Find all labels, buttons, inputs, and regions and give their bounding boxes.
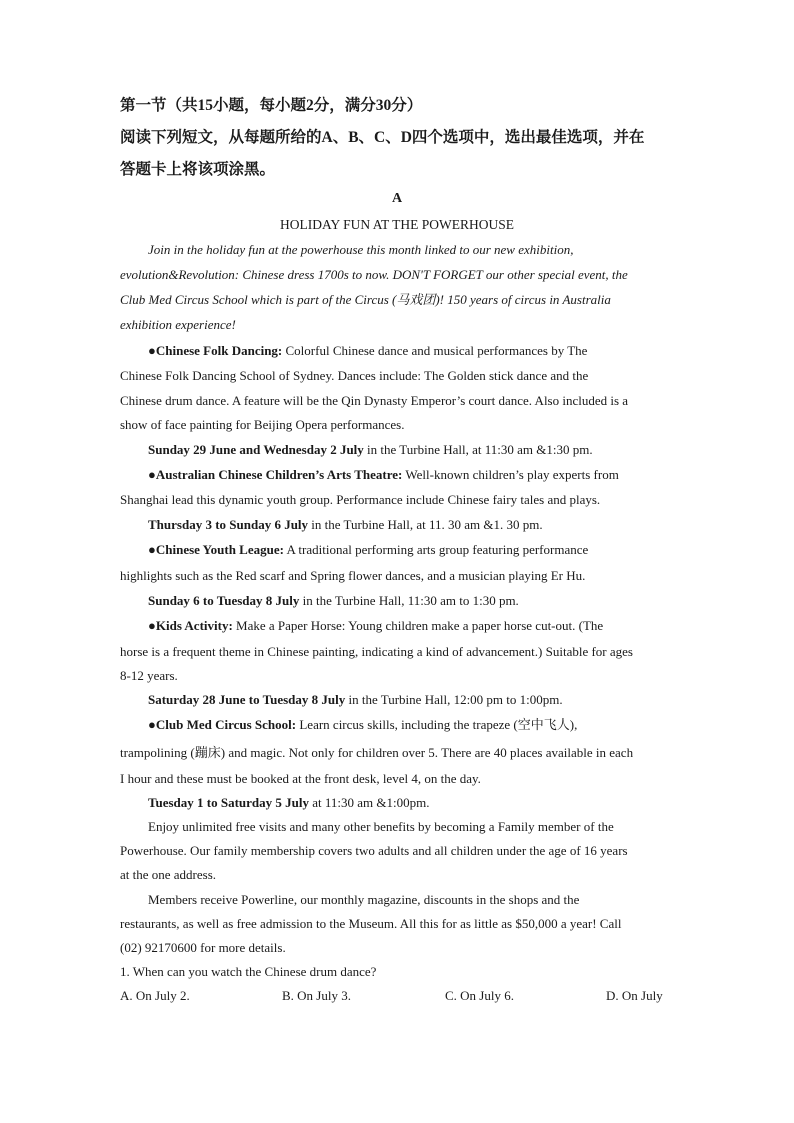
membership-line: Enjoy unlimited free visits and many other benefits by becoming a Family member of the [148, 819, 614, 834]
event-when: Thursday 3 to Sunday 6 July [148, 517, 309, 532]
event-when: Tuesday 1 to Saturday 5 July [148, 795, 309, 810]
event-desc: Make a Paper Horse: Young children make a paper horse cut-out. (The [232, 618, 604, 633]
event-schedule [148, 692, 563, 708]
intro-line: evolution&Revolution: Chinese dress 1700s to now. DON'T FORGET our other special event, the [120, 267, 628, 282]
event-desc: Colorful Chinese dance and musical performances by The [282, 343, 588, 358]
event-desc: Well-known children’s play experts from [402, 467, 619, 482]
question-text: 1. When can you watch the Chinese drum dance? [120, 964, 377, 979]
event-desc: 8-12 years. [120, 668, 178, 683]
event-desc: Shanghai lead this dynamic youth group. Performance include Chinese fairy tales and plays. [120, 492, 601, 507]
intro-line: exhibition experience! [120, 317, 236, 332]
members-line: restaurants, as well as free admission to the Museum. All this for as little as $50,000 a year! Call [120, 916, 622, 931]
event-where: at 11:30 am &1:00pm. [308, 795, 430, 810]
option-a[interactable]: A. On July 2. [120, 988, 190, 1003]
event-schedule [148, 593, 519, 609]
membership-line: Powerhouse. Our family membership covers two adults and all children under the age of 16 years [120, 843, 628, 858]
event-desc: Learn circus skills, including the trapeze (空中飞人), [296, 717, 578, 732]
event-when: Sunday 6 to Tuesday 8 July [148, 593, 300, 608]
event-when: Saturday 28 June to Tuesday 8 July [148, 692, 346, 707]
passage-letter: A [391, 191, 403, 206]
event-kids-activity [148, 618, 603, 634]
event-when: Sunday 29 June and Wednesday 2 July [148, 442, 364, 457]
event-name: Kids Activity: [155, 618, 233, 633]
event-desc: trampolining (蹦床) and magic. Not only for children over 5. There are 40 places available in each [120, 745, 634, 760]
option-d[interactable]: D. On July [606, 988, 663, 1003]
bullet: ● [148, 717, 156, 732]
event-desc: A traditional performing arts group featuring performance [283, 542, 589, 557]
event-schedule [148, 795, 429, 811]
event-where: in the Turbine Hall, 12:00 pm to 1:00pm. [345, 692, 563, 707]
intro-line: Club Med Circus School which is part of the Circus (马戏团)! 150 years of circus in Australia [120, 292, 611, 307]
event-club-med-circus-school [148, 717, 577, 733]
event-desc: Chinese Folk Dancing School of Sydney. Dances include: The Golden stick dance and the [120, 368, 589, 383]
event-chinese-folk-dancing [148, 343, 587, 359]
option-b[interactable]: B. On July 3. [282, 988, 351, 1003]
bullet: ● [148, 343, 156, 358]
membership-line: at the one address. [120, 867, 217, 882]
event-name: Australian Chinese Children’s Arts Theatre: [155, 467, 403, 482]
members-line: Members receive Powerline, our monthly magazine, discounts in the shops and the [148, 892, 580, 907]
event-where: in the Turbine Hall, at 11:30 am &1:30 pm. [363, 442, 593, 457]
event-desc: I hour and these must be booked at the front desk, level 4, on the day. [120, 771, 481, 786]
event-where: in the Turbine Hall, at 11. 30 am &1. 30 pm. [308, 517, 543, 532]
section-heading: 第一节（共15小题，每小题2分，满分30分） [120, 97, 423, 114]
event-desc: highlights such as the Red scarf and Spring flower dances, and a musician playing Er Hu. [120, 568, 586, 583]
event-desc: show of face painting for Beijing Opera performances. [120, 417, 405, 432]
event-schedule [148, 442, 593, 458]
event-name: Chinese Youth League: [155, 542, 284, 557]
option-c[interactable]: C. On July 6. [445, 988, 514, 1003]
instruction-line: 阅读下列短文，从每题所给的A、B、C、D四个选项中，选出最佳选项，并在 [120, 129, 645, 146]
members-line: (02) 92170600 for more details. [120, 940, 286, 955]
event-chinese-youth-league [148, 542, 588, 558]
instruction-line: 答题卡上将该项涂黑。 [120, 161, 276, 178]
event-desc: Chinese drum dance. A feature will be the Qin Dynasty Emperor’s court dance. Also included is a [120, 393, 629, 408]
intro-line: Join in the holiday fun at the powerhouse this month linked to our new exhibition, [148, 242, 574, 257]
event-name: Chinese Folk Dancing: [155, 343, 283, 358]
passage-title: HOLIDAY FUN AT THE POWERHOUSE [279, 217, 514, 232]
event-name: Club Med Circus School: [155, 717, 297, 732]
bullet: ● [148, 467, 156, 482]
bullet: ● [148, 542, 156, 557]
event-where: in the Turbine Hall, 11:30 am to 1:30 pm. [299, 593, 519, 608]
bullet: ● [148, 618, 156, 633]
event-schedule [148, 517, 543, 533]
event-desc: horse is a frequent theme in Chinese painting, indicating a kind of advancement.) Suitable for ages [120, 644, 633, 659]
event-childrens-arts-theatre [148, 467, 619, 483]
